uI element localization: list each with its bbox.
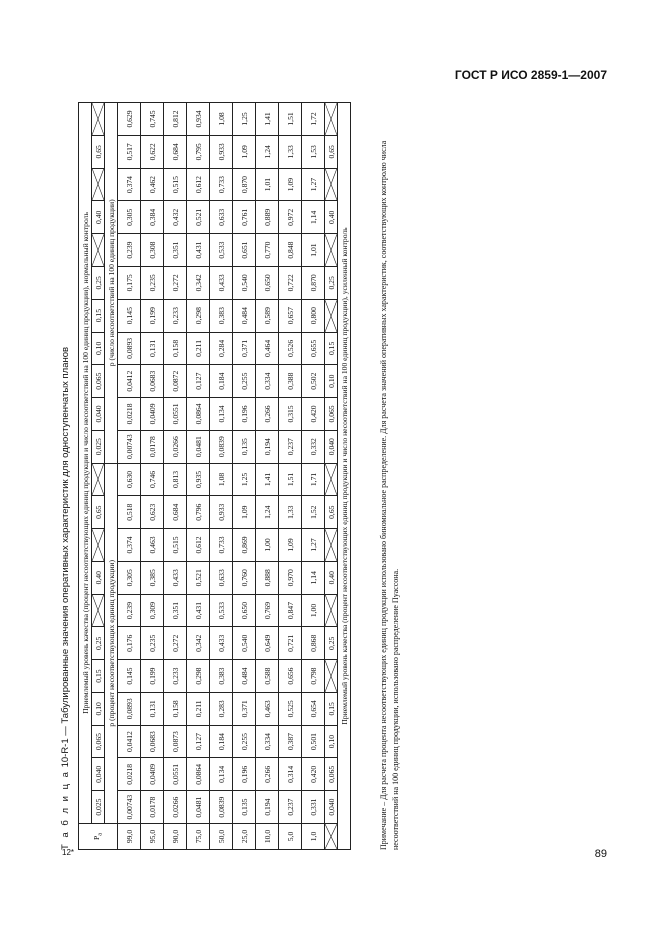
p-value: 0,484 bbox=[233, 660, 256, 693]
p-value: 1,33 bbox=[279, 135, 302, 168]
p-value: 0,760 bbox=[233, 561, 256, 594]
p-value: 0,233 bbox=[164, 299, 187, 332]
corner-x-cell bbox=[325, 824, 338, 850]
aql-value: 0,065 bbox=[92, 365, 105, 398]
p-value: 0,298 bbox=[187, 299, 210, 332]
p-value: 0,314 bbox=[279, 758, 302, 791]
pa-header: $P_a$ bbox=[79, 824, 118, 850]
p-value: 0,972 bbox=[279, 201, 302, 234]
p-value: 0,383 bbox=[210, 660, 233, 693]
p-value: 0,309 bbox=[141, 594, 164, 627]
p-value: 0,526 bbox=[279, 332, 302, 365]
p-value: 0,588 bbox=[256, 660, 279, 693]
p-value: 0,0893 bbox=[118, 692, 141, 725]
p-value: 0,145 bbox=[118, 299, 141, 332]
p-value: 0,0864 bbox=[187, 398, 210, 431]
p-unit-right: p (число несоответствий на 100 единиц продукции) bbox=[105, 103, 118, 464]
aql-header-normal: Приемлемый уровень качества (процент несоответствующих единиц продукции и число несоответствий на 100 единиц продукции), нормальный контроль bbox=[79, 103, 92, 824]
aql-value: 0,065 bbox=[92, 725, 105, 758]
p-value: 0,239 bbox=[118, 594, 141, 627]
table-row bbox=[279, 103, 302, 850]
p-value: 0,131 bbox=[141, 332, 164, 365]
aql-value: 0,15 bbox=[92, 299, 105, 332]
p-value: 0,0218 bbox=[118, 758, 141, 791]
p-value: 0,0481 bbox=[187, 430, 210, 463]
p-value: 0,533 bbox=[210, 234, 233, 267]
p-value: 0,158 bbox=[164, 332, 187, 365]
p-value: 0,184 bbox=[210, 725, 233, 758]
p-value: 0,800 bbox=[302, 299, 325, 332]
p-value: 1,52 bbox=[302, 496, 325, 529]
pa-value: 99,0 bbox=[118, 824, 141, 850]
aql-value: 0,040 bbox=[325, 791, 338, 824]
aql-value: 0,25 bbox=[92, 266, 105, 299]
p-value: 0,0872 bbox=[164, 365, 187, 398]
p-value: 0,649 bbox=[256, 627, 279, 660]
caption-title: — Табулированные значения оперативных характеристик для одноступенчатых планов bbox=[60, 346, 71, 736]
p-value: 0,462 bbox=[141, 168, 164, 201]
p-value: 0,135 bbox=[233, 791, 256, 824]
p-value: 0,374 bbox=[118, 168, 141, 201]
p-value: 0,211 bbox=[187, 692, 210, 725]
aql-value: 0,40 bbox=[92, 561, 105, 594]
p-value: 1,53 bbox=[302, 135, 325, 168]
p-value: 0,0551 bbox=[164, 758, 187, 791]
p-value: 1,24 bbox=[256, 135, 279, 168]
p-value: 0,746 bbox=[141, 463, 164, 496]
caption-label: Т а б л и ц а bbox=[60, 770, 71, 850]
p-value: 0,870 bbox=[302, 266, 325, 299]
p-value: 1,00 bbox=[256, 529, 279, 562]
p-value: 0,0683 bbox=[141, 725, 164, 758]
p-value: 0,633 bbox=[210, 561, 233, 594]
pa-value: 5,0 bbox=[279, 824, 302, 850]
p-value: 0,463 bbox=[256, 692, 279, 725]
aql-value: 0,040 bbox=[92, 398, 105, 431]
p-value: 1,51 bbox=[279, 463, 302, 496]
p-value: 0,237 bbox=[279, 430, 302, 463]
aql-x-cell bbox=[325, 168, 338, 201]
aql-x-cell bbox=[92, 168, 105, 201]
p-value: 0,420 bbox=[302, 398, 325, 431]
aql-x-cell bbox=[325, 463, 338, 496]
p-value: 0,194 bbox=[256, 430, 279, 463]
p-value: 0,0839 bbox=[210, 430, 233, 463]
p-value: 0,145 bbox=[118, 660, 141, 693]
aql-value: 0,10 bbox=[92, 332, 105, 365]
p-value: 1,41 bbox=[256, 103, 279, 136]
p-value: 0,612 bbox=[187, 168, 210, 201]
aql-value: 0,065 bbox=[325, 398, 338, 431]
p-value: 0,0873 bbox=[164, 725, 187, 758]
pa-value: 90,0 bbox=[164, 824, 187, 850]
p-value: 0,798 bbox=[302, 660, 325, 693]
p-value: 0,431 bbox=[187, 234, 210, 267]
p-value: 1,01 bbox=[302, 234, 325, 267]
p-value: 0,657 bbox=[279, 299, 302, 332]
p-value: 0,255 bbox=[233, 725, 256, 758]
p-value: 0,0178 bbox=[141, 791, 164, 824]
p-value: 1,09 bbox=[279, 168, 302, 201]
p-value: 0,332 bbox=[302, 430, 325, 463]
p-value: 0,235 bbox=[141, 266, 164, 299]
pa-value: 75,0 bbox=[187, 824, 210, 850]
aql-value: 0,65 bbox=[92, 496, 105, 529]
aql-value: 0,10 bbox=[92, 692, 105, 725]
p-value: 0,371 bbox=[233, 332, 256, 365]
p-value: 0,684 bbox=[164, 496, 187, 529]
p-value: 0,131 bbox=[141, 692, 164, 725]
p-value: 1,51 bbox=[279, 103, 302, 136]
p-value: 1,25 bbox=[233, 463, 256, 496]
aql-value: 0,40 bbox=[325, 561, 338, 594]
p-value: 0,684 bbox=[164, 135, 187, 168]
p-value: 0,650 bbox=[233, 594, 256, 627]
aql-value: 0,15 bbox=[325, 692, 338, 725]
p-value: 0,0266 bbox=[164, 791, 187, 824]
p-value: 1,01 bbox=[256, 168, 279, 201]
p-value: 0,796 bbox=[187, 496, 210, 529]
aql-x-cell bbox=[325, 529, 338, 562]
p-value: 1,09 bbox=[279, 529, 302, 562]
aql-bottom-row bbox=[325, 103, 338, 850]
p-value: 0,308 bbox=[141, 234, 164, 267]
p-value: 0,127 bbox=[187, 365, 210, 398]
table-row bbox=[256, 103, 279, 850]
p-value: 0,869 bbox=[233, 529, 256, 562]
p-value: 1,41 bbox=[256, 463, 279, 496]
p-value: 0,158 bbox=[164, 692, 187, 725]
p-value: 0,383 bbox=[210, 299, 233, 332]
table-row bbox=[141, 103, 164, 850]
p-value: 0,761 bbox=[233, 201, 256, 234]
p-value: 0,888 bbox=[256, 561, 279, 594]
p-value: 0,521 bbox=[187, 201, 210, 234]
p-value: 0,342 bbox=[187, 627, 210, 660]
p-value: 0,134 bbox=[210, 758, 233, 791]
p-value: 0,812 bbox=[164, 103, 187, 136]
p-value: 0,589 bbox=[256, 299, 279, 332]
p-value: 0,239 bbox=[118, 234, 141, 267]
p-value: 0,0412 bbox=[118, 365, 141, 398]
p-value: 0,847 bbox=[279, 594, 302, 627]
aql-x-cell bbox=[325, 234, 338, 267]
p-value: 0,733 bbox=[210, 168, 233, 201]
p-value: 0,722 bbox=[279, 266, 302, 299]
p-value: 0,433 bbox=[210, 627, 233, 660]
p-value: 0,501 bbox=[302, 725, 325, 758]
aql-x-cell bbox=[92, 103, 105, 136]
pa-value: 25,0 bbox=[233, 824, 256, 850]
oc-table bbox=[78, 102, 351, 850]
aql-value: 0,10 bbox=[325, 725, 338, 758]
table-note: Примечание – Для расчета процента несоответствующих единиц продукции использовано биномиальное распределение. Для расчета значений оперативных характеристик, соответствующих контролю числа несоответствий на 100 единиц продукции, использовано распределение Пуассона. bbox=[379, 140, 400, 850]
p-value: 0,0893 bbox=[118, 332, 141, 365]
aql-value: 0,10 bbox=[325, 365, 338, 398]
p-value: 0,612 bbox=[187, 529, 210, 562]
p-value: 0,387 bbox=[279, 725, 302, 758]
p-value: 0,331 bbox=[302, 791, 325, 824]
aql-x-cell bbox=[325, 299, 338, 332]
p-value: 1,00 bbox=[302, 594, 325, 627]
p-value: 0,769 bbox=[256, 594, 279, 627]
p-value: 0,199 bbox=[141, 299, 164, 332]
p-value: 0,933 bbox=[210, 496, 233, 529]
p-value: 1,08 bbox=[210, 103, 233, 136]
table-row bbox=[187, 103, 210, 850]
p-value: 0,521 bbox=[187, 561, 210, 594]
p-unit-left: p (процент несоответствующих единиц продукции) bbox=[105, 463, 118, 823]
aql-x-cell bbox=[92, 234, 105, 267]
p-value: 0,0551 bbox=[164, 398, 187, 431]
p-value: 0,283 bbox=[210, 692, 233, 725]
p-value: 0,184 bbox=[210, 365, 233, 398]
p-value: 0,432 bbox=[164, 201, 187, 234]
p-value: 0,00743 bbox=[118, 430, 141, 463]
pa-value: 10,0 bbox=[256, 824, 279, 850]
p-value: 0,651 bbox=[233, 234, 256, 267]
p-value: 0,889 bbox=[256, 201, 279, 234]
aql-value: 0,25 bbox=[325, 266, 338, 299]
pa-value: 95,0 bbox=[141, 824, 164, 850]
p-value: 0,433 bbox=[164, 561, 187, 594]
aql-value: 0,040 bbox=[325, 430, 338, 463]
aql-footer-tightened: Приемлемый уровень качества (процент несоответствующих единиц продукции и число несоответствий на 100 единиц продукции), усиленный контроль bbox=[338, 103, 351, 850]
p-value: 0,334 bbox=[256, 365, 279, 398]
aql-value: 0,65 bbox=[325, 135, 338, 168]
rotated-table-region bbox=[60, 90, 580, 850]
p-value: 1,08 bbox=[210, 463, 233, 496]
p-value: 0,196 bbox=[233, 398, 256, 431]
p-value: 0,284 bbox=[210, 332, 233, 365]
pa-value: 1,0 bbox=[302, 824, 325, 850]
p-value: 0,0839 bbox=[210, 791, 233, 824]
p-value: 0,813 bbox=[164, 463, 187, 496]
table-row bbox=[210, 103, 233, 850]
p-value: 0,463 bbox=[141, 529, 164, 562]
p-value: 0,235 bbox=[141, 627, 164, 660]
p-value: 0,515 bbox=[164, 529, 187, 562]
p-value: 0,134 bbox=[210, 398, 233, 431]
p-value: 0,464 bbox=[256, 332, 279, 365]
p-value: 0,305 bbox=[118, 201, 141, 234]
p-value: 0,351 bbox=[164, 594, 187, 627]
p-value: 0,374 bbox=[118, 529, 141, 562]
aql-x-cell bbox=[92, 463, 105, 496]
p-value: 0,745 bbox=[141, 103, 164, 136]
p-value: 1,33 bbox=[279, 496, 302, 529]
aql-value: 0,040 bbox=[92, 758, 105, 791]
p-value: 0,540 bbox=[233, 627, 256, 660]
p-value: 0,384 bbox=[141, 201, 164, 234]
p-value: 0,315 bbox=[279, 398, 302, 431]
aql-value: 0,025 bbox=[92, 430, 105, 463]
p-value: 0,733 bbox=[210, 529, 233, 562]
p-value: 0,351 bbox=[164, 234, 187, 267]
pa-value: 50,0 bbox=[210, 824, 233, 850]
p-value: 0,176 bbox=[118, 627, 141, 660]
p-value: 0,211 bbox=[187, 332, 210, 365]
aql-values-row bbox=[92, 103, 105, 850]
p-value: 1,27 bbox=[302, 529, 325, 562]
p-value: 0,0178 bbox=[141, 430, 164, 463]
p-value: 0,795 bbox=[187, 135, 210, 168]
p-value: 0,484 bbox=[233, 299, 256, 332]
p-value: 1,72 bbox=[302, 103, 325, 136]
doc-code: ГОСТ Р ИСО 2859-1—2007 bbox=[454, 68, 607, 82]
p-value: 0,255 bbox=[233, 365, 256, 398]
p-value: 0,0412 bbox=[118, 725, 141, 758]
p-value: 0,342 bbox=[187, 266, 210, 299]
page-number: 89 bbox=[594, 848, 607, 860]
p-value: 0,629 bbox=[118, 103, 141, 136]
p-value: 0,433 bbox=[210, 266, 233, 299]
p-value: 1,09 bbox=[233, 135, 256, 168]
p-value: 0,196 bbox=[233, 758, 256, 791]
p-value: 0,933 bbox=[210, 135, 233, 168]
p-value: 0,630 bbox=[118, 463, 141, 496]
p-value: 0,0481 bbox=[187, 791, 210, 824]
aql-x-cell bbox=[92, 594, 105, 627]
p-value: 0,272 bbox=[164, 266, 187, 299]
p-value: 0,135 bbox=[233, 430, 256, 463]
aql-x-cell bbox=[325, 594, 338, 627]
p-value: 1,24 bbox=[256, 496, 279, 529]
p-value: 0,371 bbox=[233, 692, 256, 725]
aql-value: 0,65 bbox=[92, 135, 105, 168]
p-value: 0,533 bbox=[210, 594, 233, 627]
p-value: 0,656 bbox=[279, 660, 302, 693]
p-value: 0,655 bbox=[302, 332, 325, 365]
p-value: 0,518 bbox=[118, 496, 141, 529]
p-value: 0,272 bbox=[164, 627, 187, 660]
p-value: 0,305 bbox=[118, 561, 141, 594]
p-value: 1,14 bbox=[302, 201, 325, 234]
aql-x-cell bbox=[92, 529, 105, 562]
p-value: 0,622 bbox=[141, 135, 164, 168]
aql-x-cell bbox=[325, 103, 338, 136]
p-value: 0,0409 bbox=[141, 758, 164, 791]
p-value: 0,385 bbox=[141, 561, 164, 594]
p-value: 0,970 bbox=[279, 561, 302, 594]
aql-value: 0,25 bbox=[325, 627, 338, 660]
p-value: 0,0266 bbox=[164, 430, 187, 463]
p-value: 0,870 bbox=[233, 168, 256, 201]
p-value: 0,525 bbox=[279, 692, 302, 725]
p-value: 0,298 bbox=[187, 660, 210, 693]
p-value: 0,266 bbox=[256, 398, 279, 431]
table-caption bbox=[60, 90, 78, 850]
p-value: 0,00743 bbox=[118, 791, 141, 824]
p-value: 0,770 bbox=[256, 234, 279, 267]
p-value: 0,848 bbox=[279, 234, 302, 267]
p-value: 0,623 bbox=[141, 496, 164, 529]
p-value: 0,388 bbox=[279, 365, 302, 398]
p-value: 0,654 bbox=[302, 692, 325, 725]
p-value: 0,868 bbox=[302, 627, 325, 660]
p-value: 0,540 bbox=[233, 266, 256, 299]
p-value: 0,721 bbox=[279, 627, 302, 660]
aql-x-cell bbox=[325, 660, 338, 693]
p-value: 0,934 bbox=[187, 103, 210, 136]
p-value: 0,0218 bbox=[118, 398, 141, 431]
table-row bbox=[302, 103, 325, 850]
aql-value: 0,065 bbox=[325, 758, 338, 791]
p-value: 1,71 bbox=[302, 463, 325, 496]
p-value: 1,25 bbox=[233, 103, 256, 136]
p-value: 0,266 bbox=[256, 758, 279, 791]
p-value: 0,127 bbox=[187, 725, 210, 758]
p-value: 1,09 bbox=[233, 496, 256, 529]
aql-value: 0,25 bbox=[92, 627, 105, 660]
p-value: 0,0409 bbox=[141, 398, 164, 431]
p-value: 0,199 bbox=[141, 660, 164, 693]
p-value: 0,935 bbox=[187, 463, 210, 496]
caption-number: 10-R-1 bbox=[60, 738, 71, 768]
p-value: 0,650 bbox=[256, 266, 279, 299]
p-value: 0,420 bbox=[302, 758, 325, 791]
signature-mark: 12* bbox=[62, 848, 75, 857]
aql-value: 0,15 bbox=[92, 660, 105, 693]
aql-value: 0,40 bbox=[92, 201, 105, 234]
table-row bbox=[233, 103, 256, 850]
p-value: 0,334 bbox=[256, 725, 279, 758]
p-value: 0,233 bbox=[164, 660, 187, 693]
aql-value: 0,15 bbox=[325, 332, 338, 365]
aql-value: 0,025 bbox=[92, 791, 105, 824]
p-value: 0,633 bbox=[210, 201, 233, 234]
p-value: 1,14 bbox=[302, 561, 325, 594]
p-value: 0,502 bbox=[302, 365, 325, 398]
p-value: 0,517 bbox=[118, 135, 141, 168]
p-value: 0,175 bbox=[118, 266, 141, 299]
p-value: 0,0683 bbox=[141, 365, 164, 398]
p-value: 0,515 bbox=[164, 168, 187, 201]
p-value: 1,27 bbox=[302, 168, 325, 201]
p-value: 0,194 bbox=[256, 791, 279, 824]
p-value: 0,0864 bbox=[187, 758, 210, 791]
table-row bbox=[164, 103, 187, 850]
p-value: 0,237 bbox=[279, 791, 302, 824]
aql-value: 0,40 bbox=[325, 201, 338, 234]
p-value: 0,431 bbox=[187, 594, 210, 627]
aql-value: 0,65 bbox=[325, 496, 338, 529]
table-row bbox=[118, 103, 141, 850]
